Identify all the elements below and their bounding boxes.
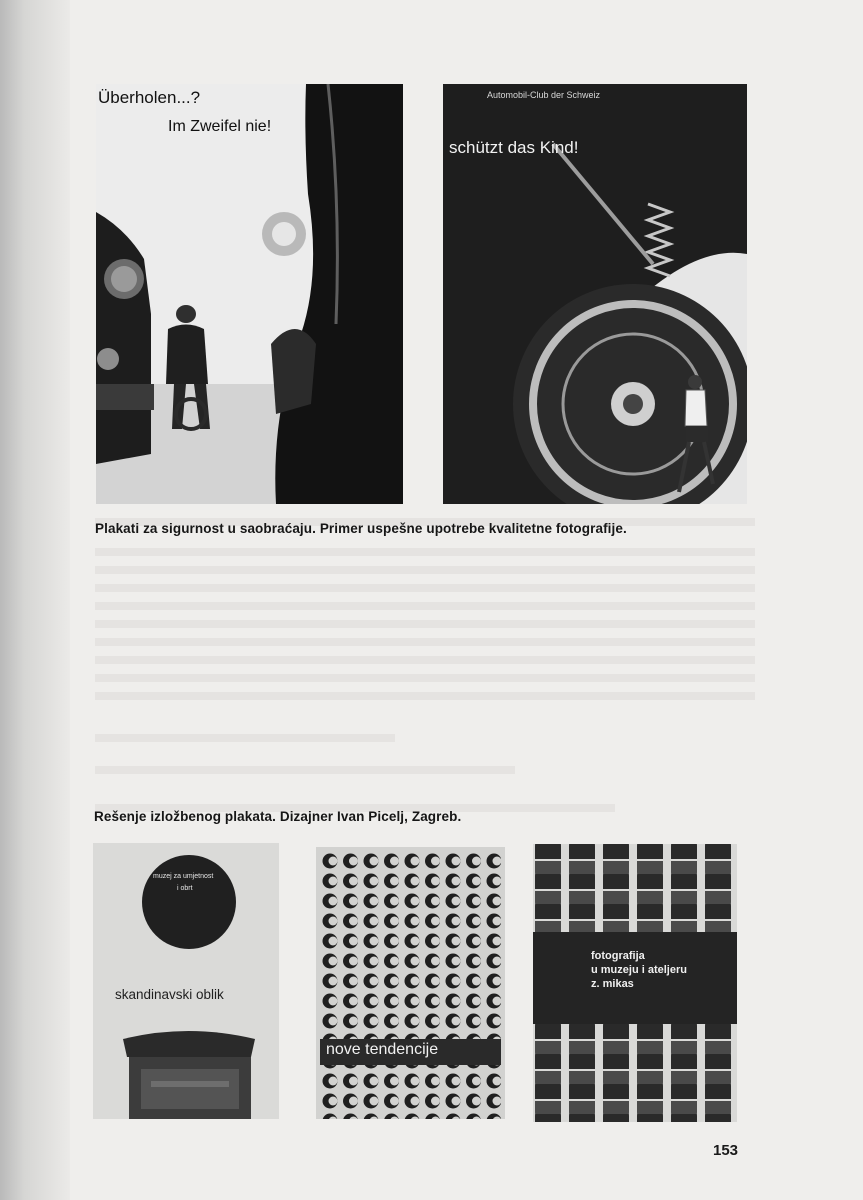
poster-title-line-1: fotografija: [591, 950, 645, 962]
caption-traffic-safety-posters: Plakati za sigurnost u saobraćaju. Primer uspešne upotrebe kvalitetne fotografije.: [95, 521, 627, 536]
poster-title: nove tendencije: [326, 1041, 439, 1058]
show-through-line: [95, 766, 515, 774]
poster-circle-line-2: i obrt: [177, 885, 193, 892]
poster-headline-2: Im Zweifel nie!: [168, 118, 272, 135]
show-through-line: [95, 656, 755, 664]
show-through-line: [95, 602, 755, 610]
page-gutter-shadow: [0, 0, 70, 1200]
show-through-line: [95, 734, 395, 742]
poster-headline-1: Überholen...?: [98, 88, 201, 107]
poster-circle-line-1: muzej za umjetnost: [153, 873, 214, 880]
show-through-line: [95, 692, 755, 700]
poster-title-line-2: u muzeju i ateljeru: [591, 964, 687, 976]
poster-overtaking-photo: [96, 84, 403, 504]
poster-photography-in-museum-art: [533, 844, 737, 1122]
poster-club-line: Automobil-Club der Schweiz: [487, 90, 601, 100]
caption-exhibition-posters: Rešenje izložbenog plakata. Dizajner Ivan Picelj, Zagreb.: [94, 809, 462, 824]
poster-headline: schützt das Kind!: [449, 138, 579, 157]
poster-new-tendencies: [316, 847, 505, 1119]
show-through-line: [95, 638, 755, 646]
poster-new-tendencies-art: [316, 847, 505, 1119]
poster-protects-child: [443, 84, 747, 504]
show-through-line: [95, 548, 755, 556]
show-through-line: [95, 566, 755, 574]
show-through-line: [95, 584, 755, 592]
poster-title: skandinavski oblik: [115, 987, 224, 1002]
poster-overtaking: [96, 84, 403, 504]
poster-photography-in-museum: [533, 844, 737, 1122]
poster-scandinavian-form: [93, 843, 279, 1119]
show-through-line: [95, 674, 755, 682]
poster-title-line-3: z. mikas: [591, 978, 634, 990]
page-number: 153: [713, 1142, 739, 1159]
show-through-line: [95, 620, 755, 628]
